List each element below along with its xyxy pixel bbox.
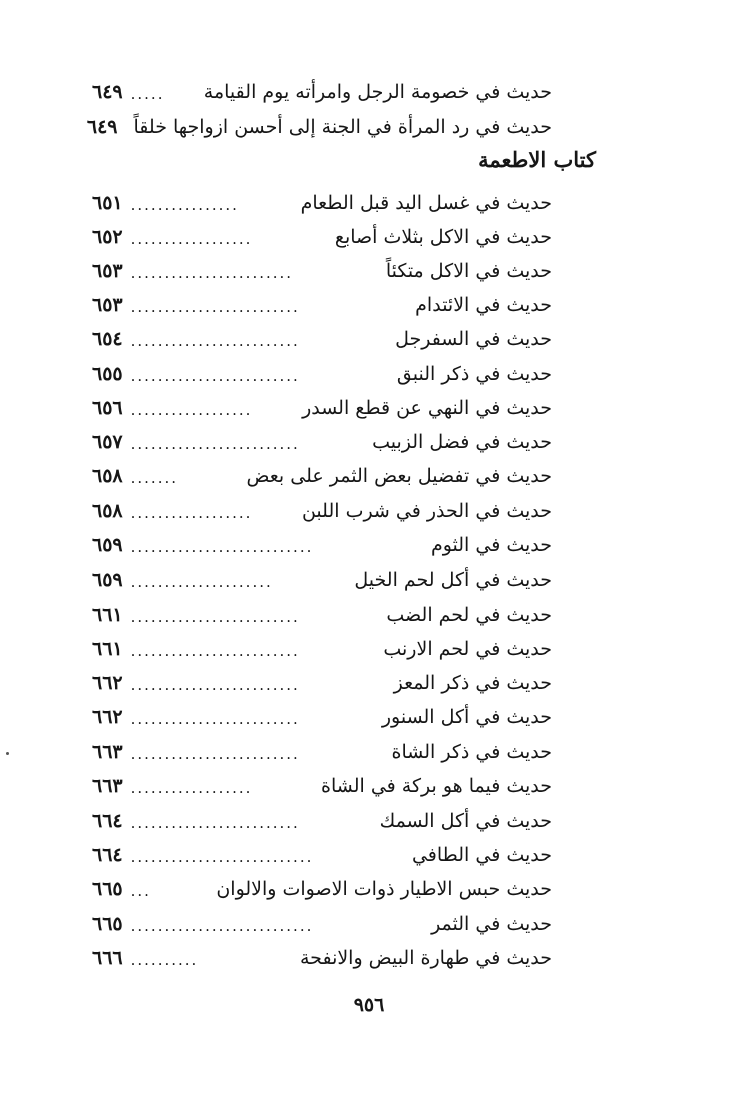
toc-entry-title: حديث في الاكل بثلاث أصابع	[334, 226, 552, 248]
toc-entry	[92, 804, 552, 836]
toc-entry-page: ٦٥٩	[92, 569, 123, 591]
toc-entry-title: حديث في النهي عن قطع السدر	[302, 397, 552, 419]
toc-entry	[92, 598, 552, 630]
toc-entry	[92, 494, 552, 526]
toc-entry-page: ٦٥٩	[92, 534, 123, 556]
toc-entry-title: حديث في أكل السمك	[379, 810, 552, 832]
toc-entry-title: حديث حبس الاطيار ذوات الاصوات والالوان	[216, 878, 552, 900]
toc-entry-title: حديث في رد المرأة في الجنة إلى أحسن ازواجها خلقاً	[133, 116, 552, 138]
section-heading: كتاب الاطعمة	[478, 147, 596, 172]
toc-entry-page: ٦٦٦	[92, 947, 123, 969]
toc-entry-page: ٦٥٧	[92, 431, 123, 453]
toc-entry-title: حديث في خصومة الرجل وامرأته يوم القيامة	[203, 81, 552, 103]
toc-entry	[92, 632, 552, 664]
toc-entry-page: ٦٦٢	[92, 706, 123, 728]
toc-entry-page: ٦٥١	[92, 192, 123, 214]
toc-entry-dots: .........................	[130, 435, 300, 453]
toc-entry-title: حديث في غسل اليد قبل الطعام	[300, 192, 552, 214]
toc-entry	[92, 220, 552, 252]
toc-entry-title: حديث في السفرجل	[395, 328, 552, 350]
toc-entry-page: ٦٥٥	[92, 363, 123, 385]
toc-entry-title: حديث في الثوم	[430, 534, 552, 556]
toc-entry	[92, 391, 552, 423]
toc-entry-title: حديث في ذكر النبق	[396, 363, 552, 385]
toc-entry	[92, 322, 552, 354]
toc-entry-page: ٦٥٣	[92, 294, 123, 316]
toc-entry	[92, 459, 552, 491]
toc-entry-page: ٦٥٢	[92, 226, 123, 248]
toc-entry-dots: .........................	[130, 298, 300, 316]
toc-entry-dots: ..........	[130, 951, 199, 969]
toc-entry-dots: ........................	[130, 264, 294, 282]
toc-entry	[92, 838, 552, 870]
toc-entry-title: حديث في أكل السنور	[381, 706, 552, 728]
toc-entry	[92, 288, 552, 320]
toc-entry-page: ٦٦٤	[92, 810, 123, 832]
toc-entry-dots: .....	[130, 85, 165, 103]
toc-entry-page: ٦٥٦	[92, 397, 123, 419]
toc-entry	[92, 186, 552, 218]
toc-entry	[92, 75, 552, 107]
toc-entry-title: حديث في الطافي	[411, 844, 552, 866]
toc-entry-page: ٦٥٤	[92, 328, 123, 350]
toc-entry	[92, 357, 552, 389]
toc-entry-title: حديث في الائتدام	[415, 294, 552, 316]
toc-entry-page: ٦٦١	[92, 604, 123, 626]
toc-entry-page: ٦٦٤	[92, 844, 123, 866]
toc-entry	[92, 528, 552, 560]
toc-entry-title: حديث في لحم الضب	[386, 604, 552, 626]
toc-entry-title: حديث في ذكر المعز	[393, 672, 552, 694]
toc-entry-dots: ..................	[130, 230, 253, 248]
toc-entry-dots: ..................	[130, 504, 253, 522]
toc-entry-page: ٦٥٨	[92, 500, 123, 522]
toc-entry-page: ٦٤٩	[92, 81, 123, 103]
toc-entry	[86, 110, 552, 142]
toc-entry-dots: ...........................	[130, 917, 314, 935]
toc-entry	[92, 254, 552, 286]
toc-entry-title: حديث في لحم الارنب	[383, 638, 552, 660]
toc-entry-dots: ...........................	[130, 538, 314, 556]
toc-entry-page: ٦٦٣	[92, 775, 123, 797]
toc-entry-title: حديث في طهارة البيض والانفحة	[300, 947, 552, 969]
toc-entry-title: حديث في أكل لحم الخيل	[354, 569, 552, 591]
toc-entry-dots: .........................	[130, 676, 300, 694]
toc-entry-dots: .........................	[130, 332, 300, 350]
toc-entry	[92, 907, 552, 939]
toc-entry-page: ٦٥٨	[92, 465, 123, 487]
toc-entry-title: حديث فيما هو بركة في الشاة	[321, 775, 552, 797]
margin-mark	[6, 752, 9, 755]
toc-entry-dots: .........................	[130, 710, 300, 728]
toc-entry-dots: ..................	[130, 401, 253, 419]
toc-entry-page: ٦٦١	[92, 638, 123, 660]
toc-entry-dots: .........................	[130, 745, 300, 763]
page-number: ٩٥٦	[353, 994, 385, 1016]
toc-entry-page: ٦٦٢	[92, 672, 123, 694]
toc-entry-dots: .....................	[130, 573, 273, 591]
toc-entry-page: ٦٦٥	[92, 878, 123, 900]
toc-entry-title: حديث في الاكل متكئاً	[385, 260, 552, 282]
toc-entry	[92, 872, 552, 904]
toc-entry	[92, 700, 552, 732]
toc-entry	[92, 666, 552, 698]
toc-entry-dots: ..................	[130, 779, 253, 797]
toc-entry	[92, 735, 552, 767]
toc-entry-page: ٦٦٣	[92, 741, 123, 763]
toc-entry-dots: ...	[130, 882, 151, 900]
toc-entry-dots: .......	[130, 469, 179, 487]
toc-entry-dots: .........................	[130, 814, 300, 832]
toc-entry-title: حديث في الحذر في شرب اللبن	[301, 500, 552, 522]
toc-entry-dots: .........................	[130, 608, 300, 626]
toc-entry-page: ٦٦٥	[92, 913, 123, 935]
toc-entry-dots: .........................	[130, 642, 300, 660]
toc-entry-dots: ................	[130, 196, 239, 214]
toc-entry-dots: ...........................	[130, 848, 314, 866]
toc-entry	[92, 425, 552, 457]
toc-entry-page: ٦٥٣	[92, 260, 123, 282]
toc-entry-title: حديث في ذكر الشاة	[391, 741, 552, 763]
toc-entry-dots: .........................	[130, 367, 300, 385]
toc-entry-page: ٦٤٩	[86, 116, 118, 138]
toc-entry-title: حديث في الثمر	[431, 913, 552, 935]
toc-entry	[92, 941, 552, 973]
toc-entry-title: حديث في فضل الزبيب	[372, 431, 552, 453]
toc-entry	[92, 563, 552, 595]
toc-entry	[92, 769, 552, 801]
toc-entry-title: حديث في تفضيل بعض الثمر على بعض	[246, 465, 552, 487]
